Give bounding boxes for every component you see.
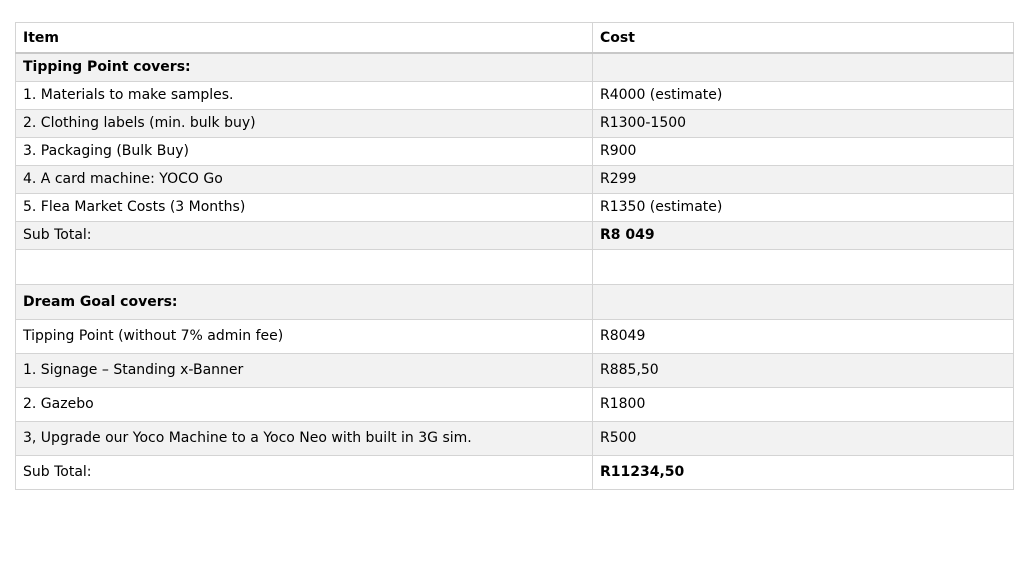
table-cell-cost: R4000 (estimate)	[593, 81, 1014, 109]
table-cell-cost: R299	[593, 165, 1014, 193]
table-cell-item: 3. Packaging (Bulk Buy)	[16, 137, 593, 165]
table-cell-cost: R1800	[593, 387, 1014, 421]
table-cell-item: 3, Upgrade our Yoco Machine to a Yoco Neo with built in 3G sim.	[16, 421, 593, 455]
table-cell-item: 1. Materials to make samples.	[16, 81, 593, 109]
subtotal-row	[16, 221, 1014, 249]
section-heading-row	[16, 53, 1014, 81]
table-cell-item	[16, 249, 593, 284]
table-row	[16, 421, 1014, 455]
subtotal-label: Sub Total:	[16, 455, 593, 489]
table-cell-cost	[593, 249, 1014, 284]
subtotal-row	[16, 455, 1014, 489]
table-row	[16, 137, 1014, 165]
table-row	[16, 165, 1014, 193]
subtotal-value: R8 049	[593, 221, 1014, 249]
table-cell-item: 2. Clothing labels (min. bulk buy)	[16, 109, 593, 137]
table-row	[16, 387, 1014, 421]
cost-table	[15, 22, 1014, 490]
subtotal-label: Sub Total:	[16, 221, 593, 249]
table-cell-cost	[593, 53, 1014, 81]
column-header-item: Item	[16, 23, 593, 54]
spacer-row	[16, 249, 1014, 284]
table-row	[16, 319, 1014, 353]
table-cell-cost	[593, 284, 1014, 319]
subtotal-value: R11234,50	[593, 455, 1014, 489]
table-cell-item: Tipping Point (without 7% admin fee)	[16, 319, 593, 353]
section-heading-dream-goal: Dream Goal covers:	[16, 284, 593, 319]
column-header-cost: Cost	[593, 23, 1014, 54]
table-row	[16, 81, 1014, 109]
table-row	[16, 353, 1014, 387]
table-cell-item: 4. A card machine: YOCO Go	[16, 165, 593, 193]
table-cell-cost: R1350 (estimate)	[593, 193, 1014, 221]
table-header-row	[16, 23, 1014, 54]
section-heading-row	[16, 284, 1014, 319]
table-cell-cost: R8049	[593, 319, 1014, 353]
table-row	[16, 193, 1014, 221]
table-cell-cost: R500	[593, 421, 1014, 455]
table-cell-cost: R1300-1500	[593, 109, 1014, 137]
table-cell-item: 5. Flea Market Costs (3 Months)	[16, 193, 593, 221]
table-cell-cost: R885,50	[593, 353, 1014, 387]
table-cell-item: 1. Signage – Standing x-Banner	[16, 353, 593, 387]
table-cell-item: 2. Gazebo	[16, 387, 593, 421]
section-heading-tipping-point: Tipping Point covers:	[16, 53, 593, 81]
table-row	[16, 109, 1014, 137]
table-cell-cost: R900	[593, 137, 1014, 165]
